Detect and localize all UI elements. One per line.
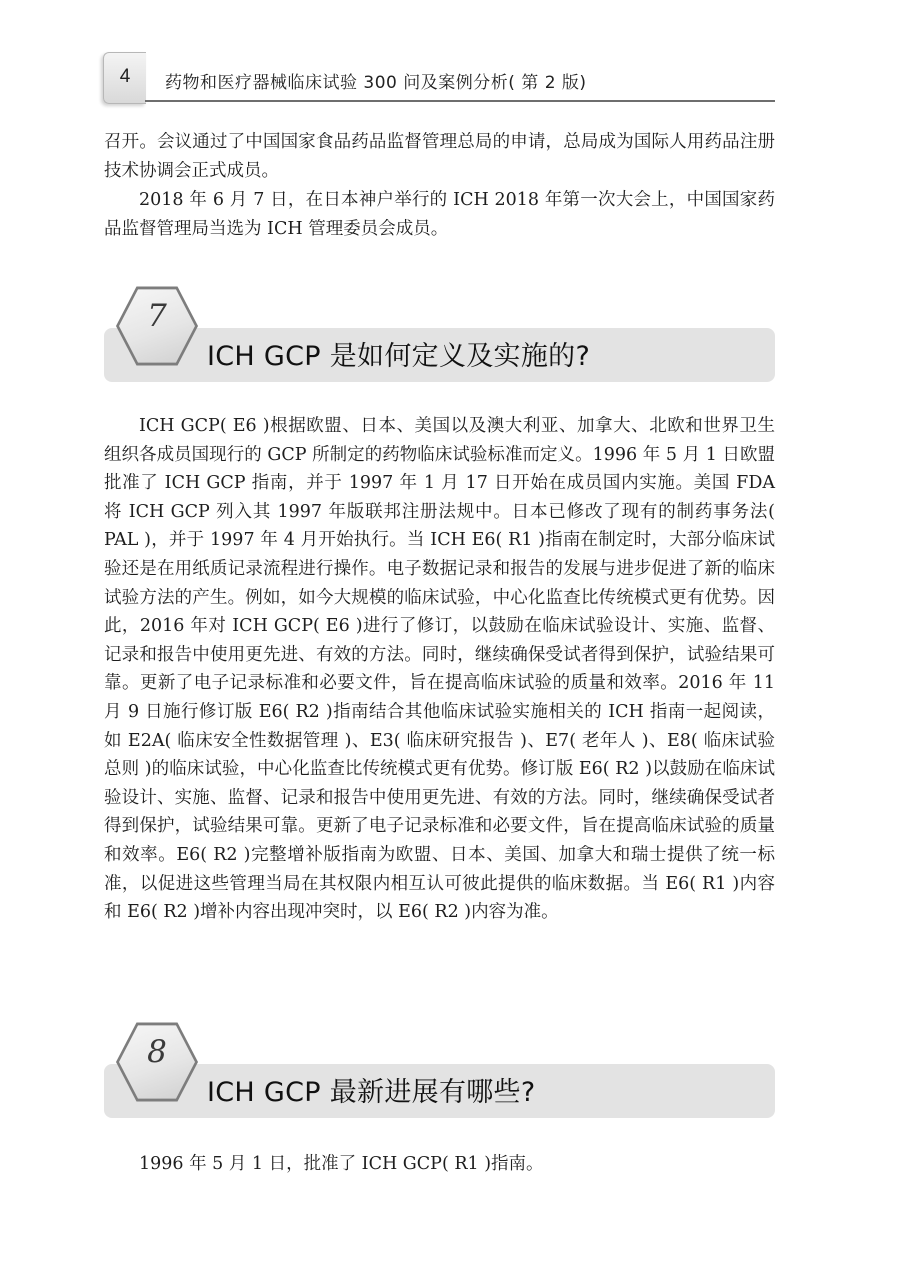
question-7-heading	[104, 284, 775, 384]
question-8-body: 1996 年 5 月 1 日，批准了 ICH GCP( R1 )指南。	[139, 1154, 544, 1174]
question-number: 7	[147, 298, 167, 334]
page-number: 4	[119, 66, 131, 87]
intro-paragraph-1: 召开。会议通过了中国国家食品药品监督管理总局的申请，总局成为国际人用药品注册技术协调会正式成员。	[104, 132, 775, 181]
book-title: 药物和医疗器械临床试验 300 问及案例分析( 第 2 版)	[165, 73, 587, 93]
intro-paragraph-2: 2018 年 6 月 7 日，在日本神户举行的 ICH 2018 年第一次大会上，中国国家药品监督管理局当选为 ICH 管理委员会成员。	[104, 190, 775, 239]
question-title: ICH GCP 最新进展有哪些?	[207, 1077, 536, 1108]
running-header	[103, 52, 775, 102]
question-number: 8	[147, 1034, 167, 1070]
question-8-heading	[104, 1020, 775, 1120]
question-title: ICH GCP 是如何定义及实施的?	[207, 341, 591, 372]
page-number-tab	[103, 52, 146, 104]
question-7-body: ICH GCP( E6 )根据欧盟、日本、美国以及澳大利亚、加拿大、北欧和世界卫生组织各成员国现行的 GCP 所制定的药物临床试验标准而定义。1996 年 5 月 1 日欧盟批准了 ICH GCP 指南，并于 1997 年 1 月 17 日开始在成员国内实施。美国 FDA 将 ICH GCP 列入其 1997 年版联邦注册法规中。日本已修改了现有的制药事务法( PAL )，并于 1997 年 4 月开始执行。当 ICH E6( R1 )指南在制定时，大部分临床试验还是在用纸质记录流程进行操作。电子数据记录和报告的发展与进步促进了新的临床试验方法的产生。例如，如今大规模的临床试验，中心化监查比传统模式更有优势。因此，2016 年对 ICH GCP( E6 )进行了修订，以鼓励在临床试验设计、实施、监督、记录和报告中使用更先进、有效的方法。同时，继续确保受试者得到保护，试验结果可靠。更新了电子记录标准和必要文件，旨在提高临床试验的质量和效率。2016 年 11 月 9 日施行修订版 E6( R2 )指南结合其他临床试验实施相关的 ICH 指南一起阅读，如 E2A( 临床安全性数据管理 )、E3( 临床研究报告 )、E7( 老年人 )、E8( 临床试验总则 )的临床试验，中心化监查比传统模式更有优势。修订版 E6( R2 )以鼓励在临床试验设计、实施、监督、记录和报告中使用更先进、有效的方法。同时，继续确保受试者得到保护，试验结果可靠。更新了电子记录标准和必要文件，旨在提高临床试验的质量和效率。E6( R2 )完整增补版指南为欧盟、日本、美国、加拿大和瑞士提供了统一标准，以促进这些管理当局在其权限内相互认可彼此提供的临床数据。当 E6( R1 )内容和 E6( R2 )增补内容出现冲突时，以 E6( R2 )内容为准。	[104, 416, 775, 923]
header-rule	[145, 100, 775, 102]
